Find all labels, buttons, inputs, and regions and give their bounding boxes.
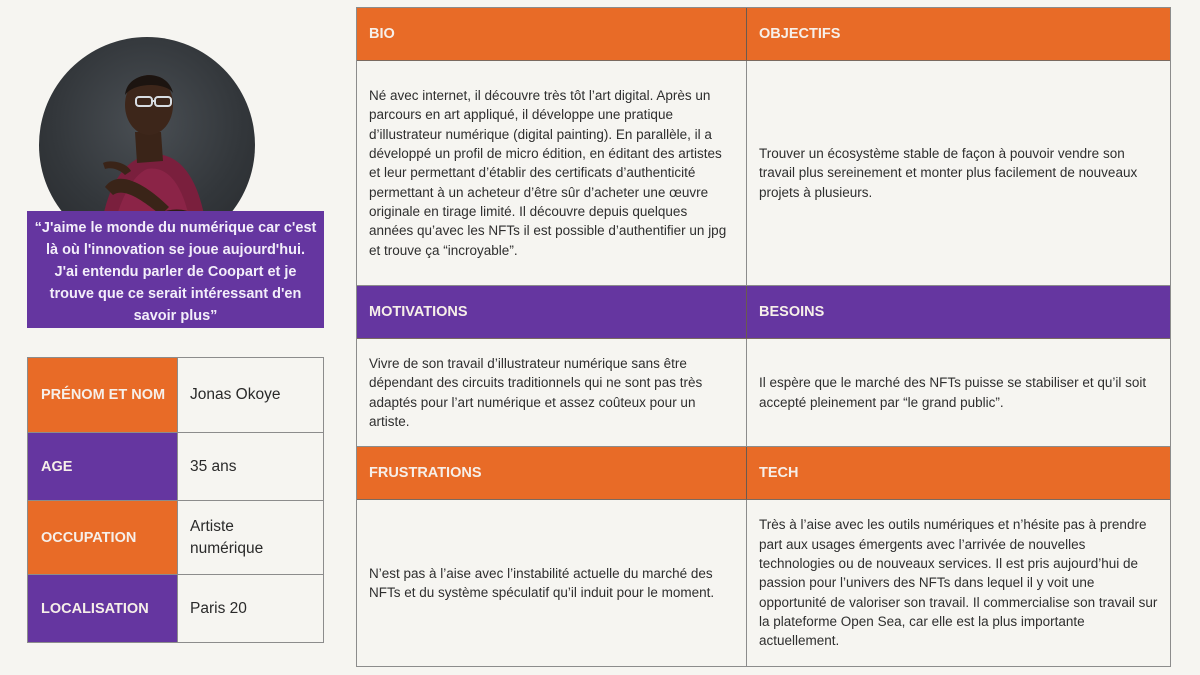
section-body-frustrations [357, 500, 747, 666]
info-value-name: Jonas Okoye [177, 358, 323, 432]
section-header-bio: BIO [357, 8, 747, 61]
tech-text: Très à l’aise avec les outils numériques et n’hésite pas à prendre part aux usages émergents avec l’arrivée de nouvelles technologies ou de nouveaux services. Il est pris aujourd’hui de passion pour l’univers des NFTs dans lequel il y voit une opportunité de valoriser son travail. Il commercialise son travail sur la plateforme Open Sea, car elle est la plus importante actuellement. [759, 517, 1158, 649]
info-row-location [28, 575, 323, 642]
info-value-location: Paris 20 [177, 575, 323, 642]
section-header-frustrations: FRUSTRATIONS [357, 447, 747, 500]
persona-quote [27, 211, 324, 328]
info-row-name [28, 358, 323, 433]
info-row-age [28, 433, 323, 501]
motivations-text: Vivre de son travail d’illustrateur numérique sans être dépendant des circuits traditionnels qui ne sont pas très adaptés pour l’art numérique et assez coûteux pour un artiste. [369, 355, 703, 429]
section-header-tech: TECH [747, 447, 1170, 500]
info-label-age: AGE [28, 433, 177, 500]
info-value-occupation: Artiste numérique [177, 501, 323, 574]
persona-info-table [27, 357, 324, 643]
bio-text: Né avec internet, il découvre très tôt l’art digital. Après un parcours en art appliqué, il développe une pratique d’illustrateur numérique (digital painting). En parallèle, il a développé un profil de micro édition, en éditant des artistes et leur permettant d’établir des certificats d’authenticité permettant à un acheteur d’être sûr d’acheter une œuvre originale en tirage limité. Il découvre depuis quelques années qu’avec les NFTs il est possible d’authentifier un jpg et trouve ça “incroyable”. [369, 88, 727, 258]
section-body-motivations [357, 339, 747, 447]
info-label-occupation: OCCUPATION [28, 501, 177, 574]
objectifs-text: Trouver un écosystème stable de façon à pouvoir vendre son travail plus sereinement et monter plus facilement de nouveaux projets à plusieurs. [759, 146, 1138, 200]
info-label-name: PRÉNOM ET NOM [28, 358, 177, 432]
section-body-objectifs [747, 61, 1170, 286]
frustrations-text: N’est pas à l’aise avec l’instabilité actuelle du marché des NFTs et du système spéculatif qu’il induit pour le moment. [369, 565, 715, 600]
section-body-tech [747, 500, 1170, 666]
info-value-age: 35 ans [177, 433, 323, 500]
info-row-occupation [28, 501, 323, 575]
section-header-motivations: MOTIVATIONS [357, 286, 747, 339]
section-body-besoins [747, 339, 1170, 447]
quote-text: “J'aime le monde du numérique car c'est là où l'innovation se joue aujourd'hui. J'ai entendu parler de Coopart et je trouve que ce serait intéressant d'en savoir plus” [34, 219, 317, 324]
besoins-text: Il espère que le marché des NFTs puisse se stabiliser et qu’il soit accepté pleinement par “le grand public”. [759, 375, 1147, 410]
section-body-bio [357, 61, 747, 286]
info-label-location: LOCALISATION [28, 575, 177, 642]
persona-details-grid [356, 7, 1171, 667]
section-header-objectifs: OBJECTIFS [747, 8, 1170, 61]
section-header-besoins: BESOINS [747, 286, 1170, 339]
